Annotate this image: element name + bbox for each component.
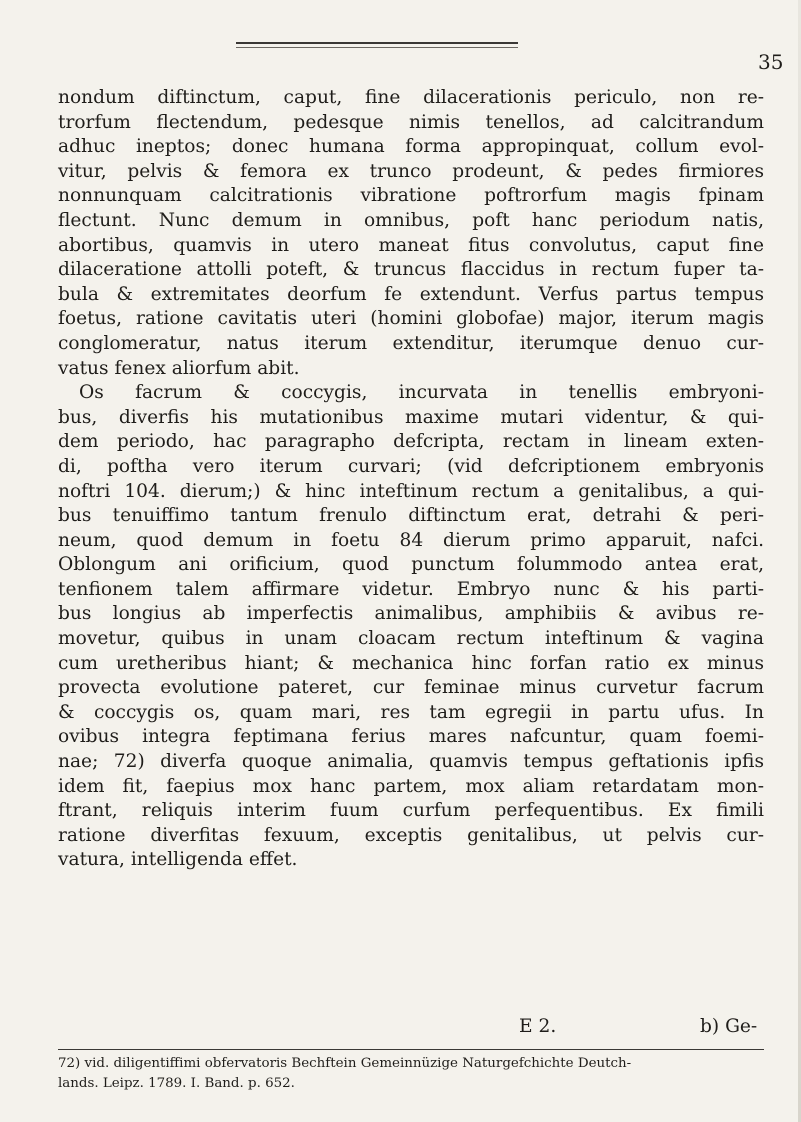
text-line: movetur, quibus in unam cloacam rectum inteftinum & vagina bbox=[58, 628, 764, 650]
text-line: conglomeratur, natus iterum extenditur, iterumque denuo cur- bbox=[58, 332, 764, 354]
text-line: ovibus integra feptimana ferius mares nafcuntur, quam foemi- bbox=[58, 726, 764, 748]
text-line: idem fit, faepius mox hanc partem, mox aliam retardatam mon- bbox=[58, 775, 764, 797]
text-line: vatus fenex aliorfum abit. bbox=[58, 357, 300, 379]
footnote bbox=[58, 1054, 764, 1094]
signature-row bbox=[58, 1016, 764, 1042]
page-number: 35 bbox=[758, 50, 784, 74]
signature-mark: E 2. bbox=[519, 1016, 557, 1037]
text-line: & coccygis os, quam mari, res tam egregii in partu ufus. In bbox=[58, 701, 764, 723]
body-text bbox=[58, 86, 764, 873]
text-line: dilaceratione attolli poteft, & truncus flaccidus in rectum fuper ta- bbox=[58, 259, 764, 281]
text-line: abortibus, quamvis in utero maneat fitus convolutus, caput fine bbox=[58, 234, 764, 256]
text-line: ftrant, reliquis interim fuum curfum perfequentibus. Ex fimili bbox=[58, 800, 764, 822]
text-line: nonnunquam calcitrationis vibratione poftrorfum magis fpinam bbox=[58, 185, 764, 207]
text-line: foetus, ratione cavitatis uteri (homini globofae) major, iterum magis bbox=[58, 308, 764, 330]
text-line: adhuc ineptos; donec humana forma appropinquat, collum evol- bbox=[58, 136, 764, 158]
text-line: ratione diverfitas fexuum, exceptis genitalibus, ut pelvis cur- bbox=[58, 824, 764, 846]
text-line: noftri 104. dierum;) & hinc inteftinum rectum a genitalibus, a qui- bbox=[58, 480, 764, 502]
text-line: neum, quod demum in foetu 84 dierum primo apparuit, nafci. bbox=[58, 529, 764, 551]
header-rule-thin bbox=[236, 47, 518, 48]
text-line: Os facrum & coccygis, incurvata in tenellis embryoni- bbox=[79, 382, 764, 404]
text-line: bus, diverfis his mutationibus maxime mutari videntur, & qui- bbox=[58, 406, 764, 428]
text-line: di, poftha vero iterum curvari; (vid defcriptionem embryonis bbox=[58, 455, 764, 477]
text-line: vitur, pelvis & femora ex trunco prodeunt, & pedes firmiores bbox=[58, 160, 764, 182]
text-line: bus longius ab imperfectis animalibus, amphibiis & avibus re- bbox=[58, 603, 764, 625]
text-line: bus tenuiffimo tantum frenulo diftinctum erat, detrahi & peri- bbox=[58, 505, 764, 527]
catchword: b) Ge- bbox=[700, 1016, 758, 1037]
footnote-line: 72) vid. diligentiffimi obfervatoris Bechftein Gemeinnüzige Naturgefchichte Deutch- bbox=[58, 1056, 632, 1071]
text-line: bula & extremitates deorfum fe extendunt. Verfus partus tempus bbox=[58, 283, 764, 305]
footnote-line: lands. Leipz. 1789. I. Band. p. 652. bbox=[58, 1076, 295, 1091]
text-line: provecta evolutione pateret, cur feminae minus curvetur facrum bbox=[58, 677, 764, 699]
text-line: nae; 72) diverfa quoque animalia, quamvis tempus geftationis ipfis bbox=[58, 751, 764, 773]
text-line: vatura, intelligenda effet. bbox=[58, 849, 298, 871]
text-line: Oblongum ani orificium, quod punctum folummodo antea erat, bbox=[58, 554, 764, 576]
text-line: nondum diftinctum, caput, fine dilacerationis periculo, non re- bbox=[58, 87, 764, 108]
text-line: dem periodo, hac paragrapho defcripta, rectam in lineam exten- bbox=[58, 431, 764, 453]
text-line: flectunt. Nunc demum in omnibus, poft hanc periodum natis, bbox=[58, 209, 764, 231]
text-line: trorfum flectendum, pedesque nimis tenellos, ad calcitrandum bbox=[58, 111, 764, 133]
text-line: tenfionem talem affirmare videtur. Embryo nunc & his parti- bbox=[58, 578, 764, 600]
header-double-rule bbox=[236, 42, 518, 44]
footnote-rule bbox=[58, 1049, 764, 1050]
text-line: cum uretheribus hiant; & mechanica hinc forfan ratio ex minus bbox=[58, 652, 764, 674]
